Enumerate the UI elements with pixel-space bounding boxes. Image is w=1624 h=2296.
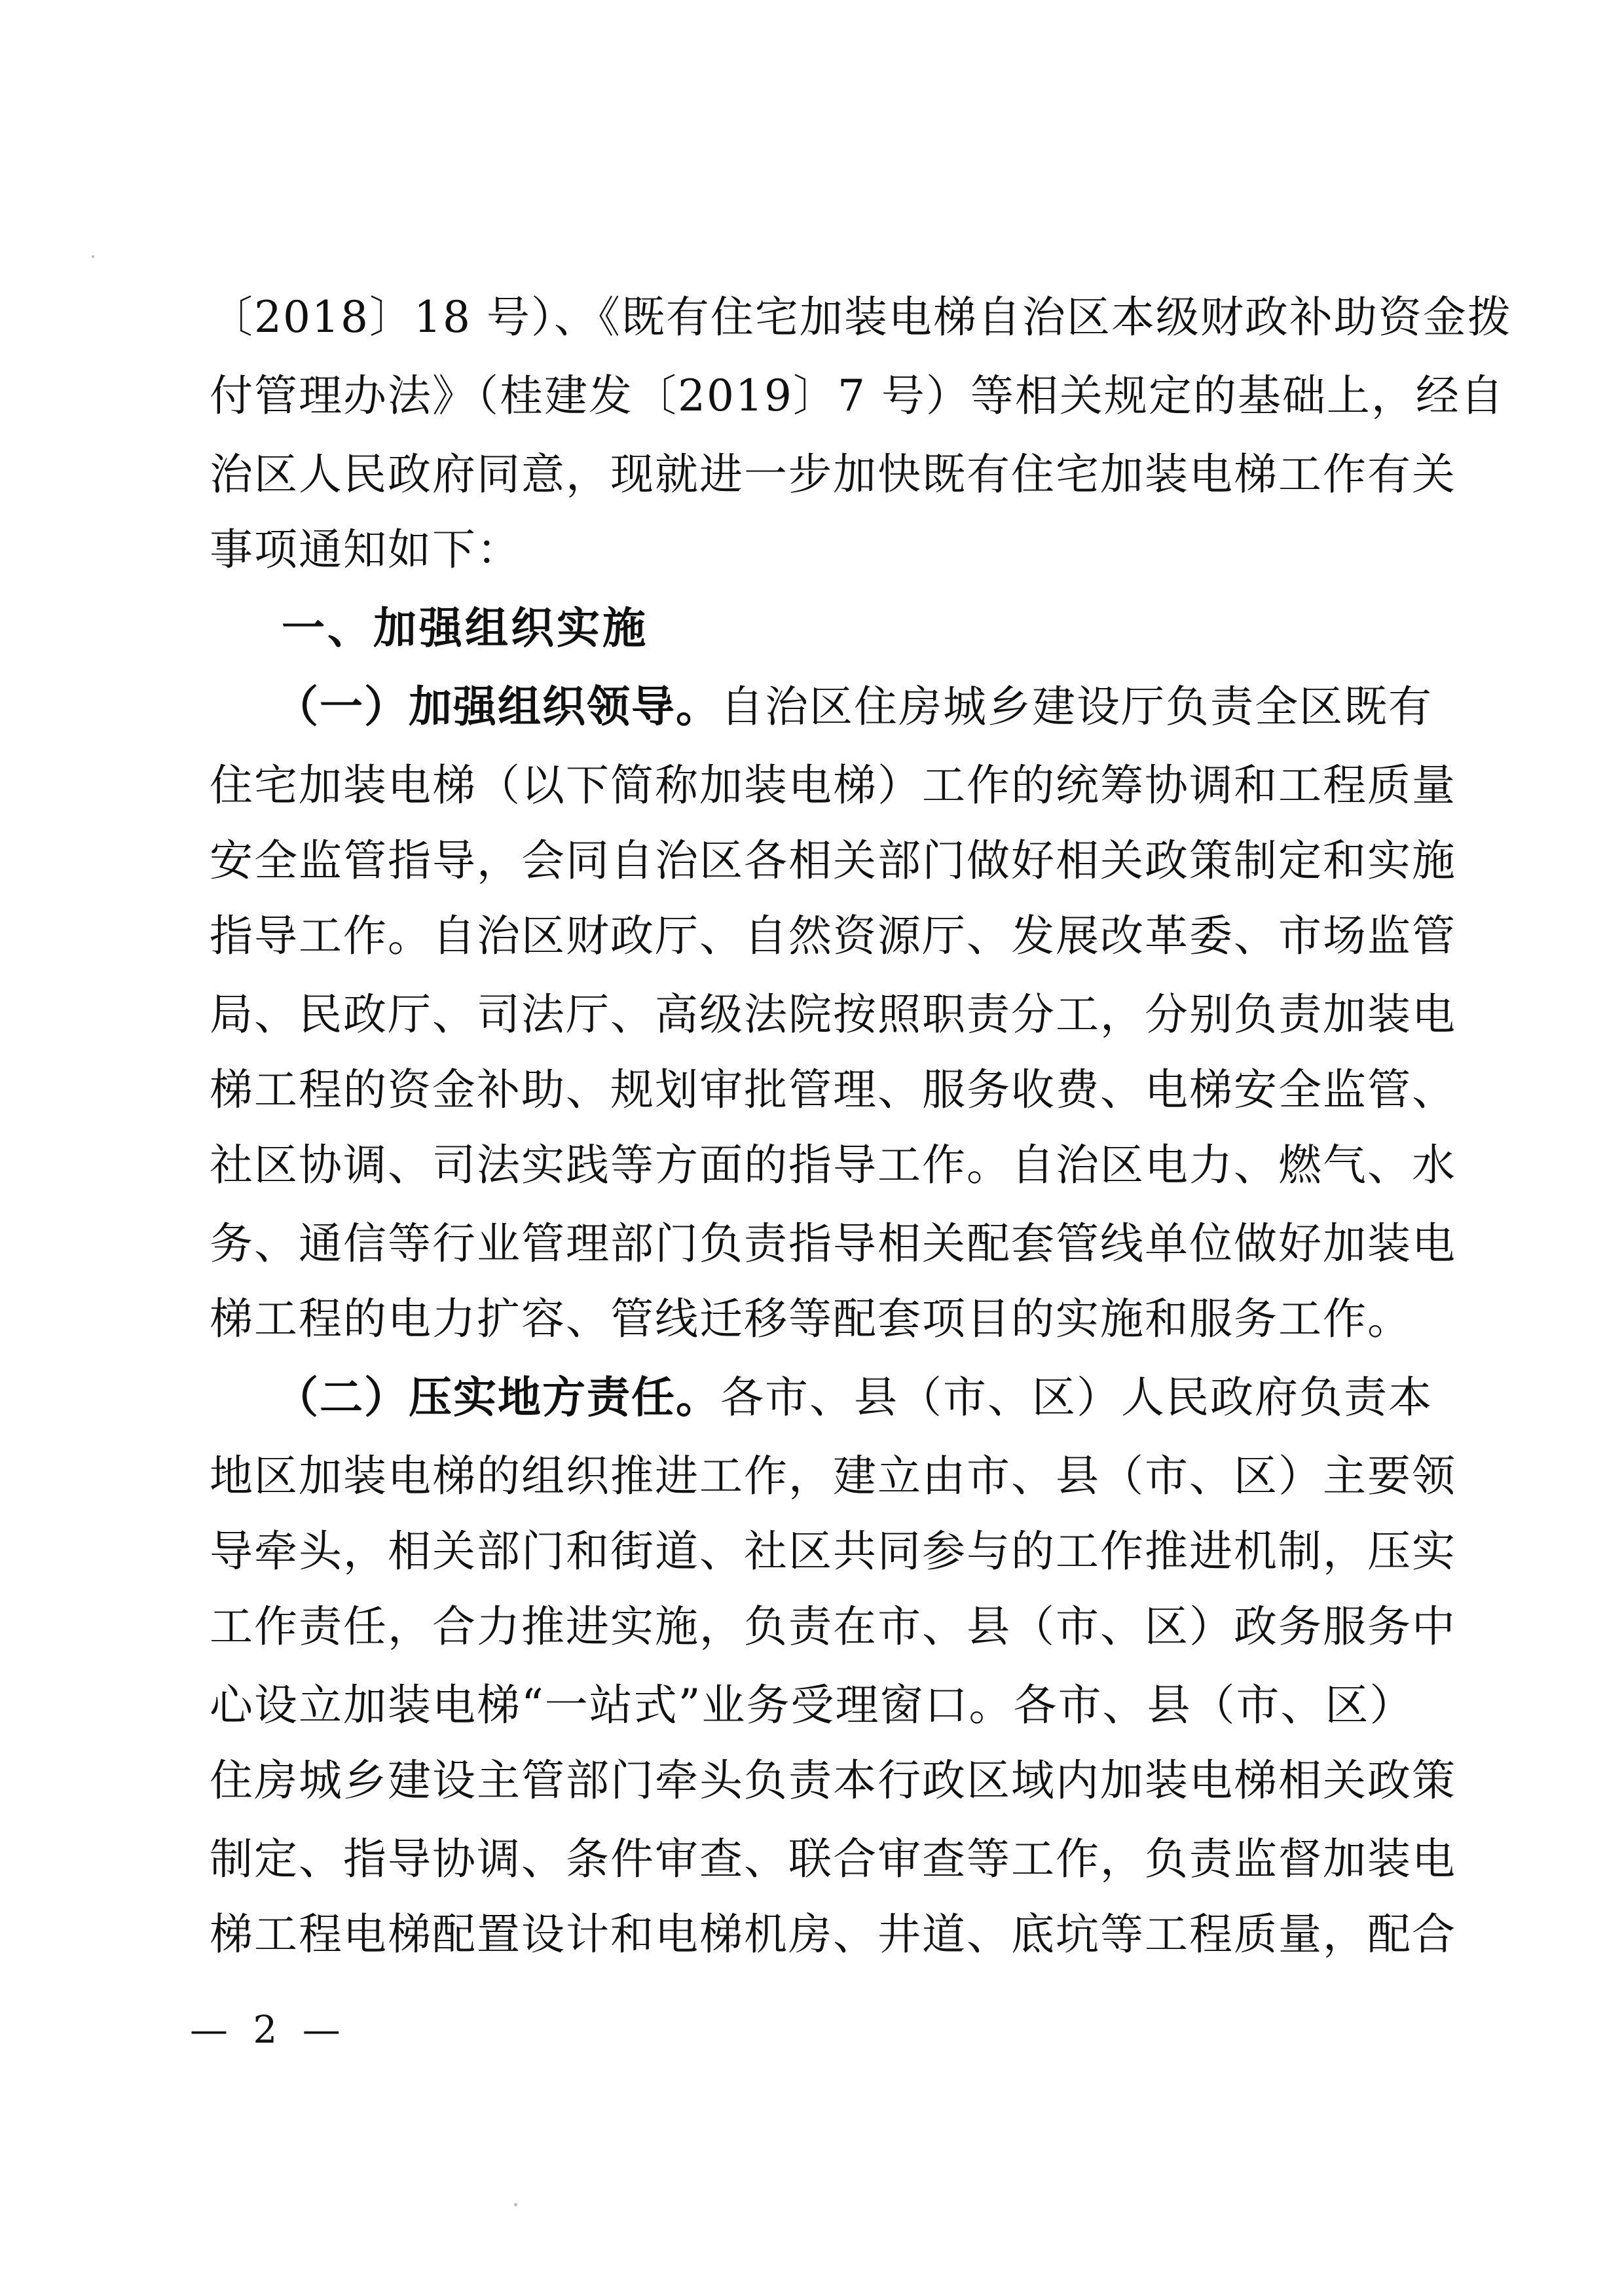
body-text-line: 导牵头，相关部门和街道、社区共同参与的工作推进机制，压实 bbox=[210, 1526, 1456, 1576]
subsection-two-heading: （二）压实地方责任。 bbox=[275, 1372, 720, 1423]
body-text-line: 梯工程的资金补助、规划审批管理、服务收费、电梯安全监管、 bbox=[210, 1065, 1456, 1115]
body-text-line: 住宅加装电梯（以下简称加装电梯）工作的统筹协调和工程质量 bbox=[210, 760, 1456, 811]
subsection-two-first-line bbox=[275, 1358, 1433, 1437]
subsection-one-heading: （一）加强组织领导。 bbox=[275, 682, 720, 732]
body-text-line: 工作责任，合力推进实施，负责在市、县（市、区）政务服务中 bbox=[210, 1601, 1456, 1652]
body-text-line: 梯工程的电力扩容、管线迁移等配套项目的实施和服务工作。 bbox=[210, 1294, 1412, 1344]
body-text-line: 安全监管指导，会同自治区各相关部门做好相关政策制定和实施 bbox=[210, 835, 1456, 886]
body-text-line: 务、通信等行业管理部门负责指导相关配套管线单位做好加装电 bbox=[210, 1218, 1456, 1269]
body-text-line: 制定、指导协调、条件审查、联合审查等工作，负责监督加装电 bbox=[210, 1834, 1456, 1884]
subsection-one-text: 自治区住房城乡建设厅负责全区既有 bbox=[720, 682, 1433, 732]
section-heading: 一、加强组织实施 bbox=[282, 603, 648, 653]
scan-speck bbox=[514, 2203, 517, 2206]
body-text-line: 事项通知如下： bbox=[210, 524, 521, 575]
body-text-line: 治区人民政府同意，现就进一步加快既有住宅加装电梯工作有关 bbox=[210, 449, 1456, 500]
body-text-line: 住房城乡建设主管部门牵头负责本行政区域内加装电梯相关政策 bbox=[210, 1755, 1456, 1806]
scan-speck bbox=[92, 255, 94, 258]
body-text-line: 梯工程电梯配置设计和电梯机房、井道、底坑等工程质量，配合 bbox=[210, 1909, 1456, 1959]
body-text-line: 地区加装电梯的组织推进工作，建立由市、县（市、区）主要领 bbox=[210, 1451, 1456, 1501]
body-text-line: 付管理办法》（桂建发〔2019〕7 号）等相关规定的基础上，经自 bbox=[210, 371, 1505, 421]
body-text-line: 指导工作。自治区财政厅、自然资源厅、发展改革委、市场监管 bbox=[210, 911, 1456, 961]
subsection-two-text: 各市、县（市、区）人民政府负责本 bbox=[720, 1372, 1433, 1423]
body-text-line: 〔2018〕18 号）、《既有住宅加装电梯自治区本级财政补助资金拨 bbox=[210, 292, 1512, 342]
body-text-line: 社区协调、司法实践等方面的指导工作。自治区电力、燃气、水 bbox=[210, 1140, 1456, 1190]
body-text-line: 局、民政厅、司法厅、高级法院按照职责分工，分别负责加装电 bbox=[210, 989, 1456, 1040]
body-text-line: 心设立加装电梯“一站式”业务受理窗口。各市、县（市、区） bbox=[210, 1680, 1414, 1730]
subsection-one-first-line bbox=[275, 668, 1433, 746]
page-number: — 2 — bbox=[190, 2007, 347, 2052]
